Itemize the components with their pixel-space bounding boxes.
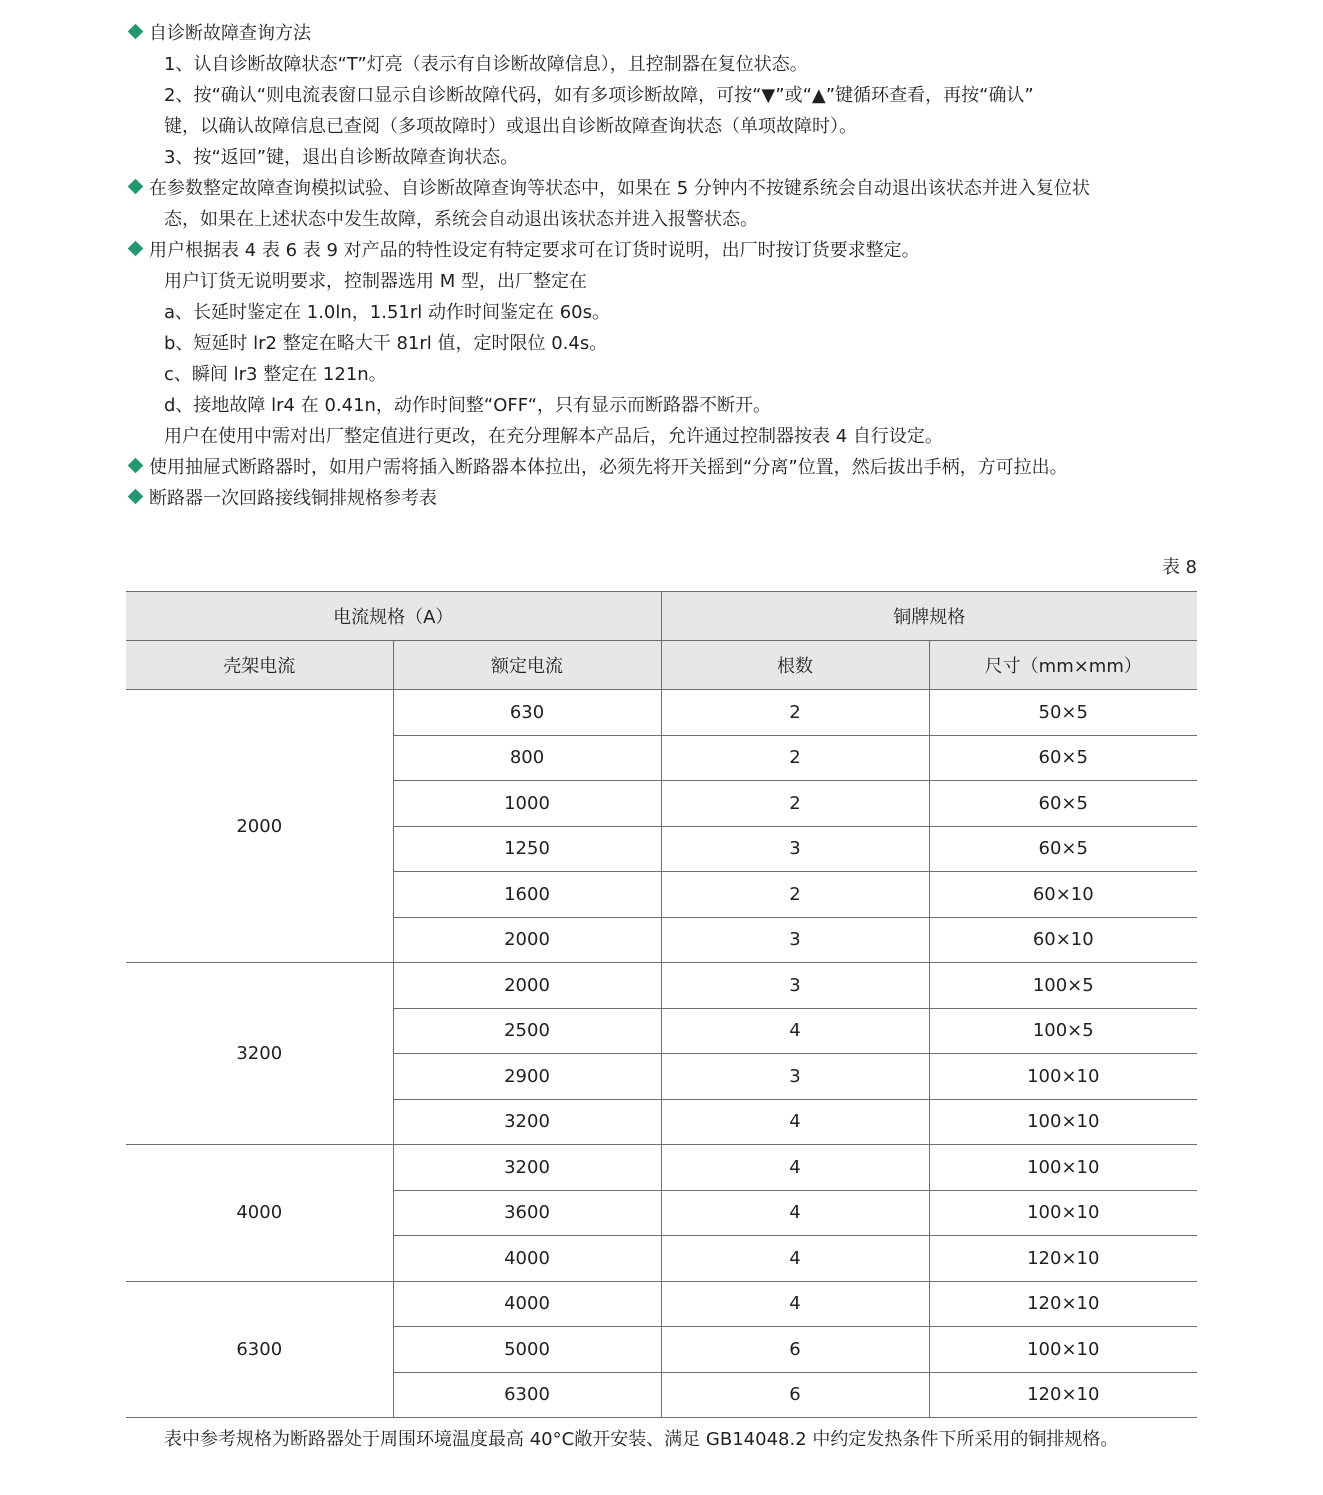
count-cell: 3 (661, 1054, 929, 1100)
frame-current-cell: 6300 (126, 1281, 393, 1418)
paragraph-text: 键，以确认故障信息已查阅（多项故障时）或退出自诊断故障查询状态（单项故障时）。 (164, 116, 857, 137)
table-group-header-row (126, 592, 1197, 641)
size-cell: 120×10 (929, 1281, 1197, 1327)
count-cell: 2 (661, 781, 929, 827)
group-header-copper-spec: 铜牌规格 (661, 592, 1197, 641)
count-cell: 4 (661, 1236, 929, 1282)
paragraph-text: 1、认自诊断故障状态“T”灯亮（表示有自诊断故障信息），且控制器在复位状态。 (164, 54, 808, 75)
paragraph-text: 用户订货无说明要求，控制器选用 M 型，出厂整定在 (164, 271, 587, 292)
table-footnote: 表中参考规格为断路器处于周围环境温度最高 40°C敞开安装、满足 GB14048.2 中约定发热条件下所采用的铜排规格。 (164, 1429, 1119, 1450)
copper-bar-spec-table (126, 591, 1197, 1418)
count-cell: 4 (661, 1281, 929, 1327)
rated-current-cell: 2000 (393, 963, 661, 1009)
size-cell: 100×5 (929, 963, 1197, 1009)
count-cell: 3 (661, 917, 929, 963)
col-header-frame-current: 壳架电流 (126, 641, 393, 690)
paragraph-text: 用户根据表 4 表 6 表 9 对产品的特性设定有特定要求可在订货时说明，出厂时按订货要求整定。 (149, 240, 920, 261)
frame-current-cell: 2000 (126, 690, 393, 963)
count-cell: 2 (661, 735, 929, 781)
group-header-current-spec: 电流规格（A） (126, 592, 661, 641)
size-cell: 60×10 (929, 917, 1197, 963)
rated-current-cell: 1000 (393, 781, 661, 827)
col-header-rated-current: 额定电流 (393, 641, 661, 690)
count-cell: 6 (661, 1327, 929, 1373)
paragraph-line (126, 49, 1198, 80)
count-cell: 3 (661, 963, 929, 1009)
table-row (126, 963, 1197, 1009)
size-cell: 100×10 (929, 1054, 1197, 1100)
table-column-header-row (126, 641, 1197, 690)
table-row (126, 1281, 1197, 1327)
count-cell: 2 (661, 690, 929, 736)
paragraph-text: c、瞬间 lr3 整定在 121n。 (164, 364, 387, 385)
paragraph-text: 自诊断故障查询方法 (149, 23, 311, 44)
rated-current-cell: 2900 (393, 1054, 661, 1100)
bullet-paragraph (126, 18, 1198, 49)
count-cell: 3 (661, 826, 929, 872)
col-header-size: 尺寸（mm×mm） (929, 641, 1197, 690)
paragraph-line (126, 111, 1198, 142)
paragraph-line (126, 421, 1198, 452)
count-cell: 2 (661, 872, 929, 918)
rated-current-cell: 2000 (393, 917, 661, 963)
instructions-text (126, 18, 1198, 514)
paragraph-line (126, 390, 1198, 421)
frame-current-cell: 3200 (126, 963, 393, 1145)
paragraph-line (126, 80, 1198, 111)
rated-current-cell: 5000 (393, 1327, 661, 1373)
size-cell: 60×10 (929, 872, 1197, 918)
size-cell: 120×10 (929, 1236, 1197, 1282)
rated-current-cell: 4000 (393, 1281, 661, 1327)
col-header-count: 根数 (661, 641, 929, 690)
size-cell: 50×5 (929, 690, 1197, 736)
bullet-paragraph (126, 173, 1198, 204)
diamond-bullet-icon (128, 458, 144, 474)
paragraph-text: d、接地故障 lr4 在 0.41n，动作时间整“OFF“，只有显示而断路器不断开。 (164, 395, 772, 416)
bullet-paragraph (126, 452, 1198, 483)
diamond-bullet-icon (128, 179, 144, 195)
rated-current-cell: 4000 (393, 1236, 661, 1282)
size-cell: 60×5 (929, 826, 1197, 872)
diamond-bullet-icon (128, 24, 144, 40)
count-cell: 4 (661, 1099, 929, 1145)
paragraph-text: 2、按“确认“则电流表窗口显示自诊断故障代码，如有多项诊断故障，可按“▼”或“▲”键循环查看，再按“确认” (164, 85, 1034, 106)
rated-current-cell: 3200 (393, 1099, 661, 1145)
bullet-paragraph (126, 235, 1198, 266)
paragraph-text: 在参数整定故障查询模拟试验、自诊断故障查询等状态中，如果在 5 分钟内不按键系统会自动退出该状态并进入复位状 (149, 178, 1090, 199)
rated-current-cell: 630 (393, 690, 661, 736)
paragraph-text: 用户在使用中需对出厂整定值进行更改，在充分理解本产品后，允许通过控制器按表 4 自行设定。 (164, 426, 943, 447)
paragraph-text: a、长延时鉴定在 1.0ln，1.51rl 动作时间鉴定在 60s。 (164, 302, 610, 323)
rated-current-cell: 6300 (393, 1372, 661, 1418)
frame-current-cell: 4000 (126, 1145, 393, 1282)
count-cell: 6 (661, 1372, 929, 1418)
paragraph-line (126, 359, 1198, 390)
bullet-paragraph (126, 483, 1198, 514)
table-row (126, 1145, 1197, 1191)
size-cell: 60×5 (929, 735, 1197, 781)
size-cell: 120×10 (929, 1372, 1197, 1418)
paragraph-text: 3、按“返回”键，退出自诊断故障查询状态。 (164, 147, 519, 168)
table-row (126, 690, 1197, 736)
paragraph-line (126, 328, 1198, 359)
paragraph-line (126, 142, 1198, 173)
diamond-bullet-icon (128, 489, 144, 505)
size-cell: 60×5 (929, 781, 1197, 827)
count-cell: 4 (661, 1008, 929, 1054)
rated-current-cell: 3200 (393, 1145, 661, 1191)
paragraph-text: b、短延时 lr2 整定在略大干 81rl 值，定时限位 0.4s。 (164, 333, 608, 354)
size-cell: 100×10 (929, 1099, 1197, 1145)
size-cell: 100×10 (929, 1327, 1197, 1373)
table-label: 表 8 (1161, 557, 1197, 578)
rated-current-cell: 1600 (393, 872, 661, 918)
count-cell: 4 (661, 1190, 929, 1236)
paragraph-line (126, 204, 1198, 235)
paragraph-line (126, 297, 1198, 328)
size-cell: 100×10 (929, 1190, 1197, 1236)
size-cell: 100×5 (929, 1008, 1197, 1054)
rated-current-cell: 1250 (393, 826, 661, 872)
diamond-bullet-icon (128, 241, 144, 257)
paragraph-text: 使用抽屉式断路器时，如用户需将插入断路器本体拉出，必须先将开关摇到“分离”位置，然后拔出手柄，方可拉出。 (149, 457, 1068, 478)
size-cell: 100×10 (929, 1145, 1197, 1191)
rated-current-cell: 2500 (393, 1008, 661, 1054)
count-cell: 4 (661, 1145, 929, 1191)
rated-current-cell: 3600 (393, 1190, 661, 1236)
rated-current-cell: 800 (393, 735, 661, 781)
paragraph-text: 断路器一次回路接线铜排规格参考表 (149, 488, 437, 509)
paragraph-line (126, 266, 1198, 297)
paragraph-text: 态，如果在上述状态中发生故障，系统会自动退出该状态并进入报警状态。 (164, 209, 758, 230)
